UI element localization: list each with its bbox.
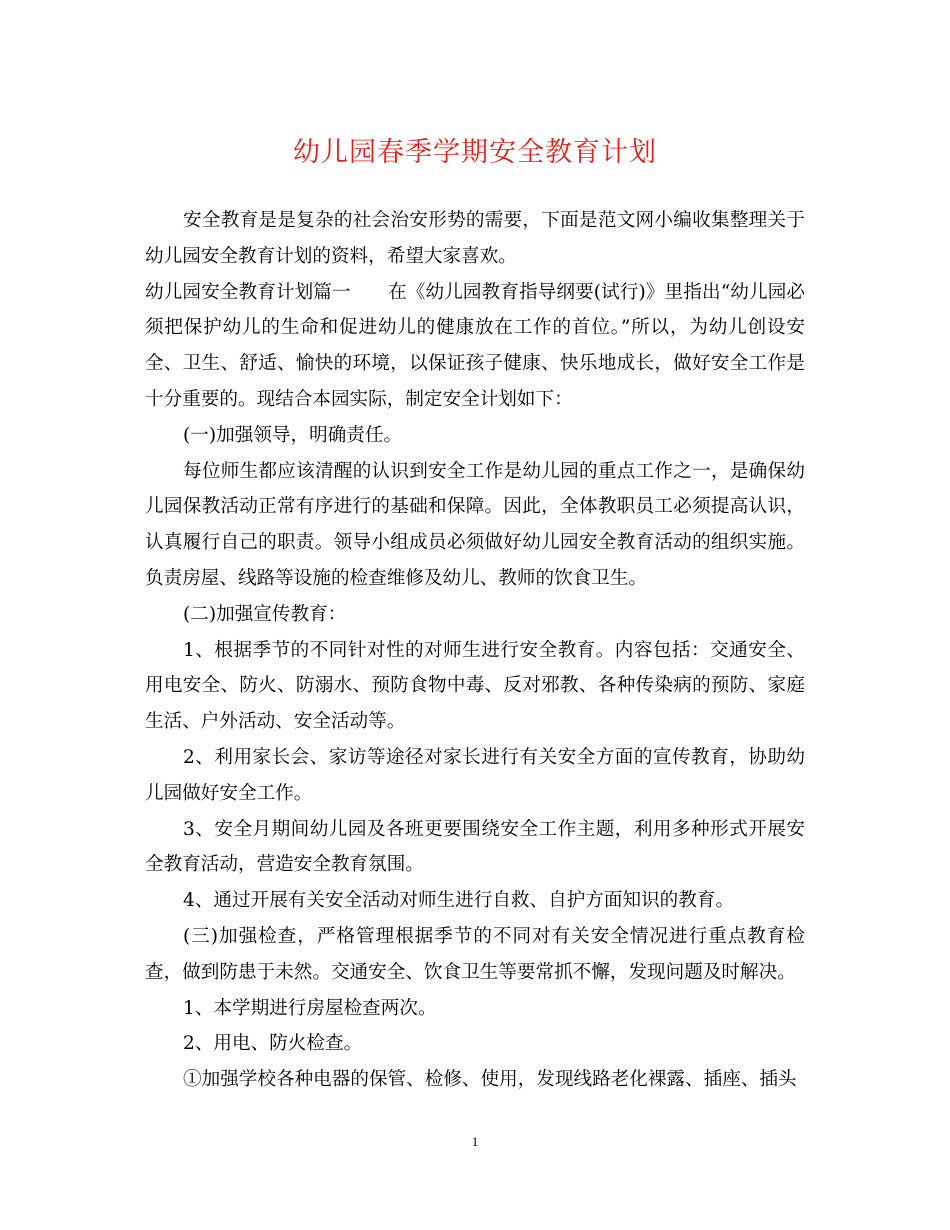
paragraph-leadership: 每位师生都应该清醒的认识到安全工作是幼儿园的重点工作之一，是确保幼儿园保教活动正常有序进行的基础和保障。因此，全体教职员工必须提高认识，认真履行自己的职责。领导小组成员必须做好幼儿园安全教育活动的组织实施。负责房屋、线路等设施的检查维修及幼儿、教师的饮食卫生。: [145, 460, 805, 589]
page-number: 1: [471, 1134, 479, 1149]
list-item: 4、通过开展有关安全活动对师生进行自救、自护方面知识的教育。: [183, 890, 735, 912]
list-item: ①加强学校各种电器的保管、检修、使用，发现线路老化裸露、插座、插头: [183, 1069, 797, 1091]
section-heading-1: (一)加强领导，明确责任。: [183, 424, 403, 446]
document-title: 幼儿园春季学期安全教育计划: [293, 137, 657, 168]
list-item: 1、本学期进行房屋检查两次。: [183, 997, 437, 1019]
section-heading-3: (三)加强检查，严格管理根据季节的不同对有关安全情况进行重点教育检查，做到防患于未然。交通安全、饮食卫生等要常抓不懈，发现问题及时解决。: [145, 925, 805, 983]
list-item: 2、用电、防火检查。: [183, 1033, 363, 1055]
list-item: 3、安全月期间幼儿园及各班更要围绕安全工作主题，利用多种形式开展安全教育活动，营造安全教育氛围。: [145, 818, 805, 876]
section-heading-2: (二)加强宣传教育：: [183, 603, 347, 625]
list-item: 2、利用家长会、家访等途径对家长进行有关安全方面的宣传教育，协助幼儿园做好安全工作。: [145, 746, 805, 804]
list-item: 1、根据季节的不同针对性的对师生进行安全教育。内容包括：交通安全、用电安全、防火、防溺水、预防食物中毒、反对邪教、各种传染病的预防、家庭生活、户外活动、安全活动等。: [145, 639, 805, 733]
paragraph-plan-one: 幼儿园安全教育计划篇一 在《幼儿园教育指导纲要(试行)》里指出“幼儿园必须把保护幼儿的生命和促进幼儿的健康放在工作的首位。”所以，为幼儿创设安全、卫生、舒适、愉快的环境，以保证孩子健康、快乐地成长，做好安全工作是十分重要的。现结合本园实际，制定安全计划如下：: [145, 281, 805, 410]
paragraph-intro: 安全教育是是复杂的社会治安形势的需要，下面是范文网小编收集整理关于幼儿园安全教育计划的资料，希望大家喜欢。: [145, 210, 805, 267]
document-body: [145, 203, 805, 1098]
